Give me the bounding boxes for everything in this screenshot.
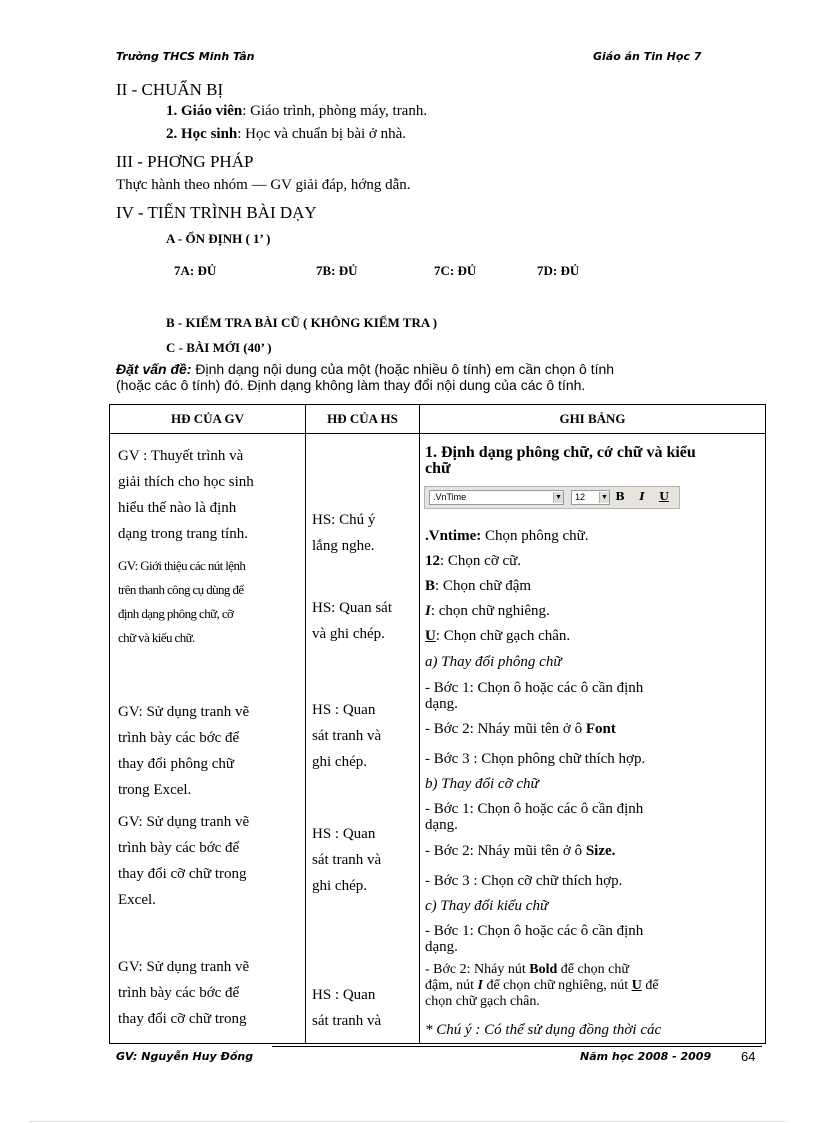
gv-p3-l3: thay đổi phông chữ <box>118 756 235 772</box>
hs-p3-l3: ghi chép. <box>312 754 367 770</box>
gv-p2-l1: GV: Giới thiệu các nút lệnh <box>118 558 246 573</box>
gb-c2-l2 <box>425 978 659 994</box>
format-toolbar <box>424 486 680 509</box>
gb-title-l1: 1. Định dạng phông chữ, cớ chữ và kiểu <box>425 444 696 461</box>
hs-p5-l2: sát tranh và <box>312 1013 382 1029</box>
gb-b2 <box>425 843 615 860</box>
font-size-value: 12 <box>575 492 586 502</box>
header-hs: HĐ CỦA HS <box>306 405 420 434</box>
gv-p3-l4: trong Excel. <box>118 782 192 798</box>
gv-p4-l4: Excel. <box>118 892 156 908</box>
student-text: : Học và chuẩn bị bài ở nhà. <box>237 126 406 142</box>
gb-line-underline-key: U <box>425 628 436 644</box>
intro-label: Đặt vấn đề: <box>116 361 192 377</box>
gb-a1-l1: - Bớc 1: Chọn ô hoặc các ô cần định <box>425 680 644 696</box>
hs-p4-l3: ghi chép. <box>312 878 367 894</box>
gv-p3-l2: trình bày các bớc để <box>118 730 240 746</box>
gb-a2-text: - Bớc 2: Nháy mũi tên ở ô <box>425 721 586 737</box>
gb-c2-l1-post: để chọn chữ <box>557 962 629 977</box>
section-4b-title: B - KIỂM TRA BÀI CŨ ( KHÔNG KIỂM TRA ) <box>166 315 438 330</box>
hs-p5-l1: HS : Quan <box>312 987 376 1003</box>
gb-c2-l2-key2: U <box>631 978 642 993</box>
gb-c1-l2: dạng. <box>425 939 458 955</box>
gv-p2-l4: chữ và kiểu chữ. <box>118 630 195 645</box>
page-number: 64 <box>741 1049 756 1064</box>
header-gb: GHI BẢNG <box>420 405 766 434</box>
section-4-title: IV - TIẾN TRÌNH BÀI DẠY <box>116 203 317 222</box>
gb-c-title: c) Thay đổi kiểu chữ <box>425 898 549 914</box>
gv-p2-l2: trên thanh công cụ dùng để <box>118 582 244 597</box>
gb-line-size-key: 12 <box>425 553 440 569</box>
gv-p1-l4: dạng trong trang tính. <box>118 526 248 542</box>
gb-title-l2: chữ <box>425 460 451 477</box>
gb-line-size-text: : Chọn cỡ cữ. <box>440 553 522 569</box>
gv-p5-l3: thay đổi cỡ chữ trong <box>118 1011 247 1027</box>
gb-c2-l1-key: Bold <box>529 962 558 977</box>
bold-button[interactable]: B <box>615 490 625 503</box>
hs-p2-l1: HS: Quan sát <box>312 600 392 616</box>
section-3-text: Thực hành theo nhóm — GV giải đáp, hớng dẫn. <box>116 177 411 193</box>
gb-line-underline-text: : Chọn chữ gạch chân. <box>435 628 571 644</box>
gb-c2-l3: chọn chữ gạch chân. <box>425 994 540 1009</box>
gb-note: * Chú ý : Có thể sử dụng đồng thời các <box>425 1022 662 1038</box>
gv-p3-l1: GV: Sử dụng tranh vẽ <box>118 704 250 720</box>
underline-button[interactable]: U <box>659 490 669 503</box>
gb-c1-l1: - Bớc 1: Chọn ô hoặc các ô cần định <box>425 923 644 939</box>
footer-rule <box>272 1046 762 1047</box>
class-7d: 7D: ĐỦ <box>537 263 580 278</box>
gb-b1-l2: dạng. <box>425 817 458 833</box>
hs-p4-l2: sát tranh và <box>312 852 382 868</box>
gv-p2-l3: định dạng phông chữ, cỡ <box>118 606 234 621</box>
intro-line-1 <box>116 361 614 377</box>
gv-p5-l1: GV: Sử dụng tranh vẽ <box>118 959 250 975</box>
lesson-table <box>109 404 766 1044</box>
gb-line-bold <box>425 578 531 595</box>
gb-line-italic-key: I <box>425 603 431 619</box>
gb-a2-key: Font <box>585 721 616 737</box>
intro-text-1: Định dạng nội dung của một (hoặc nhiều ô tính) em cần chọn ô tính <box>191 361 615 377</box>
header-gv: HĐ CỦA GV <box>110 405 306 434</box>
gb-line-font-key: .Vntime: <box>425 528 482 544</box>
font-name-value: .VnTime <box>433 492 467 502</box>
gb-c2-l2-post: để <box>641 978 659 993</box>
gb-a1-l2: dạng. <box>425 696 458 712</box>
section-2-teacher <box>166 103 427 120</box>
gb-a-title: a) Thay đổi phông chữ <box>425 654 562 670</box>
gb-line-underline <box>425 628 570 645</box>
hs-p1-l2: lắng nghe. <box>312 538 375 554</box>
gb-c2-l2-key: I <box>477 978 483 993</box>
font-dropdown-arrow-icon[interactable]: ▼ <box>553 492 563 503</box>
page-edge-divider <box>30 1121 786 1122</box>
footer-teacher: GV: Nguyễn Huy Đồng <box>116 1050 254 1063</box>
gb-b2-key: Size. <box>585 843 616 859</box>
gb-line-bold-text: : Chọn chữ đậm <box>435 578 532 594</box>
italic-button[interactable]: I <box>639 490 645 503</box>
intro-line-2: (hoặc các ô tính) đó. Định dạng không làm thay đổi nội dung của các ô tính. <box>116 377 586 393</box>
gb-line-size <box>425 553 521 570</box>
gv-p4-l2: trình bày các bớc để <box>118 840 240 856</box>
font-size-box[interactable] <box>571 490 610 505</box>
class-7a: 7A: ĐỦ <box>174 263 217 278</box>
gv-p1-l2: giải thích cho học sinh <box>118 474 254 490</box>
teacher-label: 1. Giáo viên <box>166 103 243 119</box>
section-3-title: III - PHƠNG PHÁP <box>116 152 254 171</box>
student-label: 2. Học sinh <box>166 126 238 142</box>
hs-column <box>306 434 420 1044</box>
gb-line-font <box>425 528 589 545</box>
hs-p4-l1: HS : Quan <box>312 826 376 842</box>
gb-line-font-text: Chọn phông chữ. <box>481 528 589 544</box>
gb-b-title: b) Thay đổi cỡ chữ <box>425 776 539 792</box>
section-4a-title: A - ỔN ĐỊNH ( 1’ ) <box>166 231 271 246</box>
gb-b3: - Bớc 3 : Chọn cỡ chữ thích hợp. <box>425 873 623 889</box>
hs-p3-l1: HS : Quan <box>312 702 376 718</box>
section-2-student <box>166 126 406 143</box>
gb-line-italic <box>425 603 550 620</box>
gv-column <box>110 434 306 1044</box>
section-2-title: II - CHUẨN BỊ <box>116 80 224 99</box>
gb-c2-l1 <box>425 962 629 978</box>
class-7c: 7C: ĐỦ <box>434 263 477 278</box>
gb-b2-text: - Bớc 2: Nháy mũi tên ở ô <box>425 843 586 859</box>
font-name-box[interactable] <box>429 490 564 505</box>
footer-year: Năm học 2008 - 2009 <box>580 1050 712 1063</box>
gb-c2-l2-pre: đậm, nút <box>425 978 478 993</box>
gb-column <box>420 434 766 1044</box>
hs-p2-l2: và ghi chép. <box>312 626 385 642</box>
teacher-text: : Giáo trình, phòng máy, tranh. <box>242 103 428 119</box>
gv-p1-l3: hiểu thế nào là định <box>118 500 237 516</box>
hs-p3-l2: sát tranh và <box>312 728 382 744</box>
gb-a2 <box>425 721 616 738</box>
gb-b1-l1: - Bớc 1: Chọn ô hoặc các ô cần định <box>425 801 644 817</box>
gv-p5-l2: trình bày các bớc để <box>118 985 240 1001</box>
gb-line-bold-key: B <box>425 578 436 594</box>
class-7b: 7B: ĐỦ <box>316 263 358 278</box>
gv-p4-l1: GV: Sử dụng tranh vẽ <box>118 814 250 830</box>
hs-p1-l1: HS: Chú ý <box>312 512 376 528</box>
gb-c2-l1-pre: - Bớc 2: Nháy nút <box>425 962 530 977</box>
header-subject: Giáo án Tin Học 7 <box>593 50 702 63</box>
gb-line-italic-text: : chọn chữ nghiêng. <box>430 603 550 619</box>
header-school: Trường THCS Minh Tân <box>116 50 255 63</box>
gb-a3: - Bớc 3 : Chọn phông chữ thích hợp. <box>425 751 646 767</box>
size-dropdown-arrow-icon[interactable]: ▼ <box>599 492 609 503</box>
gv-p4-l3: thay đổi cỡ chữ trong <box>118 866 247 882</box>
gb-c2-l2-mid: để chọn chữ nghiêng, nút <box>482 978 632 993</box>
section-4c-title: C - BÀI MỚI (40’ ) <box>166 340 272 355</box>
gv-p1-l1: GV : Thuyết trình và <box>118 448 244 464</box>
